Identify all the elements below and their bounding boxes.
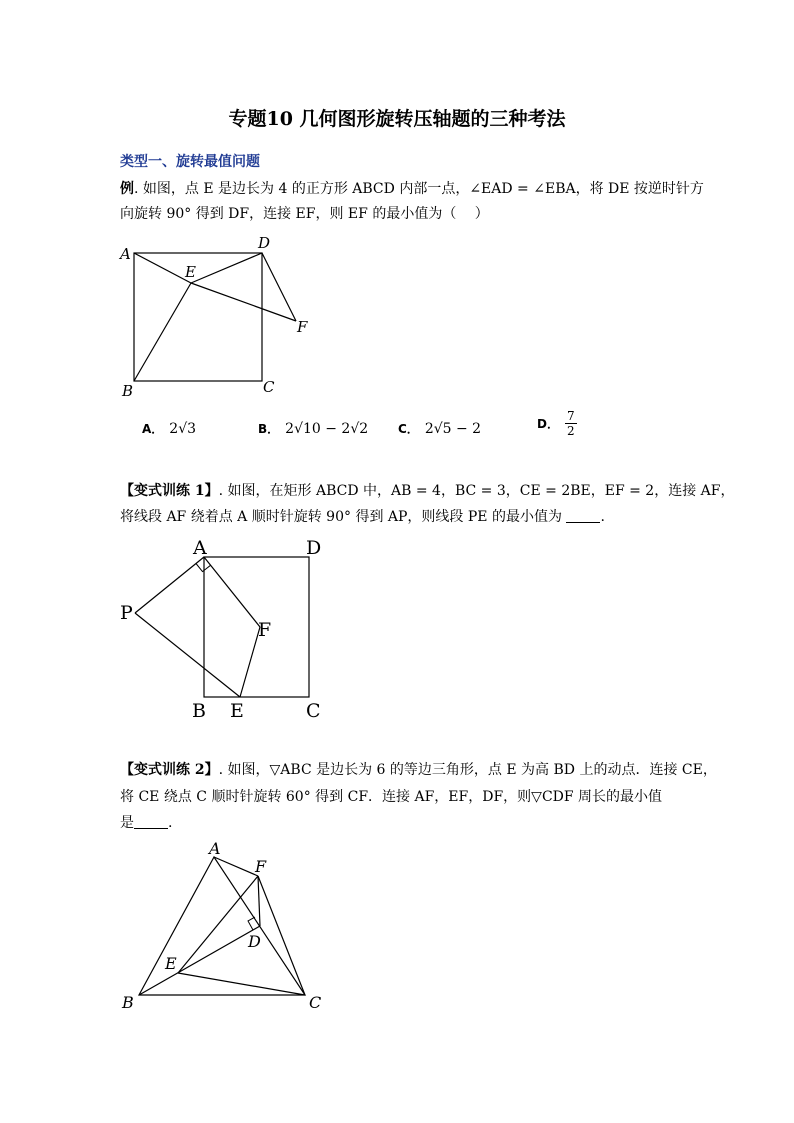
label-b: B [122,993,134,1012]
choice-c-label: C． [398,422,419,436]
label-e: E [165,954,177,973]
variant2-line-2: 将 CE 绕点 C 顺时针旋转 60° 得到 CF．连接 AF，EF，DF，则▽CDF 周长的最小值 [120,789,663,805]
label-c: C [263,378,275,396]
variant1-text-2-end: . [600,509,605,525]
variant2-answer-blank[interactable] [134,814,168,829]
variant1-answer-blank[interactable] [566,508,600,523]
example-line-1 [120,178,704,200]
choice-c[interactable] [398,420,481,437]
segment-fe [240,627,260,697]
segment-de [191,253,262,283]
label-d: D [258,234,271,252]
choice-d[interactable] [537,409,577,438]
choice-d-denominator: 2 [566,424,575,438]
variant2-tag: 【变式训练 2】 [120,762,219,778]
variant1-line-1 [120,480,734,502]
variant2-figure [112,838,342,1018]
variant2-text-3: 是 [120,815,134,831]
example-text-1: . 如图，点 E 是边长为 4 的正方形 ABCD 内部一点，∠EAD = ∠EBA，将 DE 按逆时针方 [134,181,704,197]
example-figure [112,232,322,402]
label-a: A [193,537,207,559]
label-f: F [258,619,272,641]
choice-c-value: 2√5 − 2 [424,421,482,437]
segment-ef [178,876,258,973]
label-b: B [122,382,134,400]
choice-d-numerator: 7 [566,409,575,423]
choice-d-fraction [565,409,577,438]
choice-d-label: D． [537,417,559,431]
variant1-tag: 【变式训练 1】 [120,483,219,499]
label-f: F [297,318,308,336]
label-f: F [255,857,267,876]
choice-b[interactable] [258,420,368,437]
choice-b-value: 2√10 − 2√2 [285,421,369,437]
label-e: E [230,700,244,722]
variant2-text-3-end: . [168,815,173,831]
segment-ec [178,973,305,995]
segment-pe [135,613,240,697]
right-angle-mark [196,564,211,572]
variant1-line-2 [120,506,605,528]
variant2-line-1 [120,759,717,781]
label-d: D [306,537,322,559]
label-e: E [185,263,196,281]
type1-heading: 类型一、旋转最值问题 [120,154,260,170]
variant2-text-1: . 如图，▽ABC 是边长为 6 的等边三角形，点 E 为高 BD 上的动点．连接 CE， [218,762,717,778]
example-lead: 例 [120,181,134,197]
variant1-text-1: . 如图，在矩形 ABCD 中，AB = 4，BC = 3，CE = 2BE，EF = 2，连接 AF， [218,483,735,499]
label-d: D [248,932,261,951]
segment-ap [135,557,204,613]
variant2-line-3 [120,812,172,834]
choice-b-label: B． [258,422,280,436]
choice-a[interactable] [142,420,196,437]
segment-df [258,876,260,926]
square-abcd [134,253,262,381]
page-title: 专题10 几何图形旋转压轴题的三种考法 [228,108,566,130]
label-c: C [309,993,322,1012]
example-line-2: 向旋转 90° 得到 DF，连接 EF，则 EF 的最小值为（ ） [120,206,489,222]
choice-a-value: 2√3 [169,421,197,437]
label-c: C [306,700,321,722]
label-a: A [120,245,131,263]
label-b: B [192,700,206,722]
label-p: P [120,602,133,624]
variant1-text-2: 将线段 AF 绕着点 A 顺时针旋转 90° 得到 AP，则线段 PE 的最小值为 [120,509,562,525]
triangle-abc [139,857,305,995]
right-angle-mark [248,917,255,930]
rectangle-abcd [204,557,309,697]
segment-ae [134,253,191,283]
segment-af [204,557,260,627]
label-a: A [209,839,221,858]
segment-be [134,283,191,381]
choice-a-label: A． [142,422,164,436]
variant1-figure [112,534,342,724]
